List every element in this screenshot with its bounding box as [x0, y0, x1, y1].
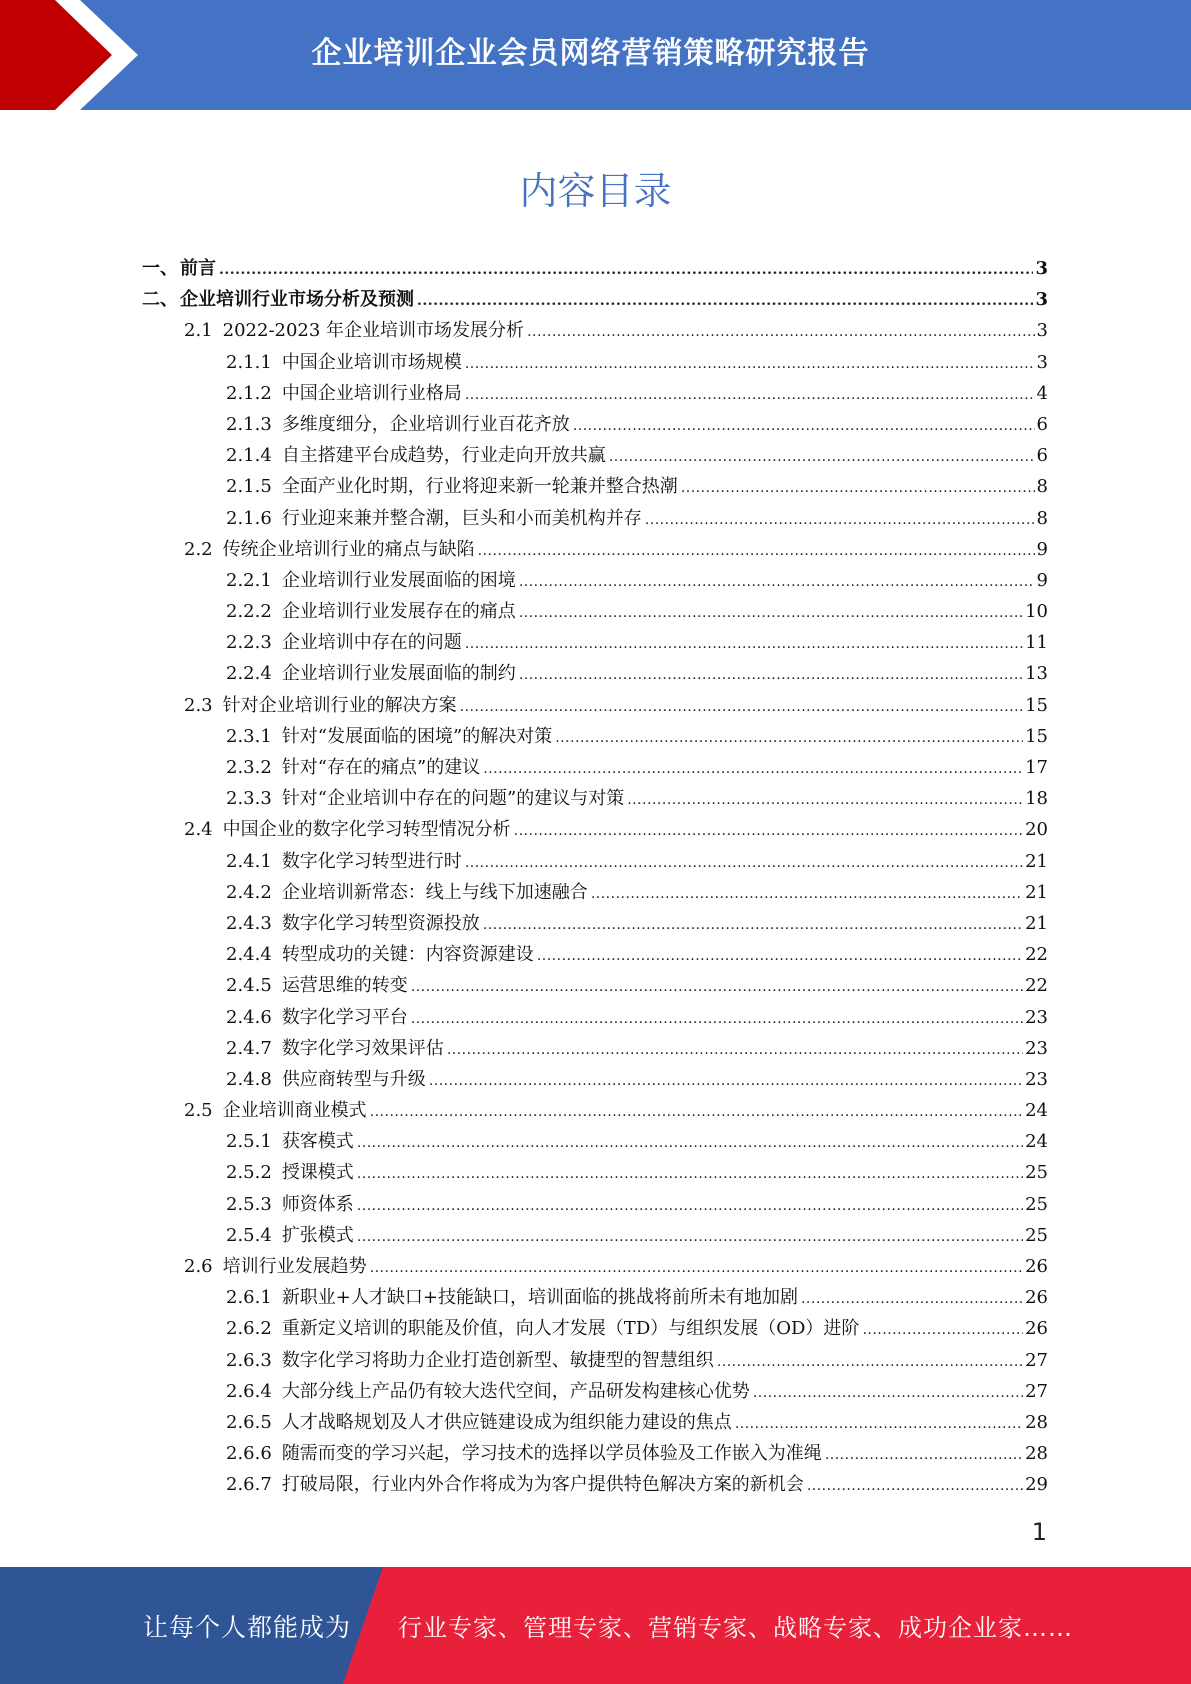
toc-leader-dots: [609, 442, 1035, 473]
toc-leader-dots: [519, 660, 1023, 691]
toc-entry-number: 2.4.4: [226, 944, 272, 966]
toc-entry[interactable]: [142, 1064, 1048, 1095]
toc-entry[interactable]: [142, 1313, 1048, 1344]
toc-entry-number: 2.1.4: [226, 445, 272, 467]
toc-entry[interactable]: [142, 1220, 1048, 1251]
footer-banner: [0, 1567, 1191, 1684]
toc-entry-number: 2.3: [184, 694, 213, 716]
page-number: 1: [1031, 1518, 1047, 1546]
toc-entry-text: 针对“发展面临的困境”的解决对策: [281, 725, 553, 747]
toc-entry-number: 一、: [142, 258, 178, 279]
toc-entry[interactable]: [142, 1157, 1048, 1188]
toc-entry-number: 2.4.1: [226, 850, 272, 872]
toc-entry-page: 22: [1025, 944, 1048, 966]
toc-entry-page: 15: [1025, 725, 1048, 747]
toc-leader-dots: [645, 505, 1035, 536]
toc-leader-dots: [219, 255, 1033, 286]
toc-entry-text: 前言: [180, 258, 216, 279]
toc-entry[interactable]: [142, 1002, 1048, 1033]
toc-entry-number: 2.1.2: [226, 382, 272, 404]
toc-entry-number: 2.6.6: [226, 1443, 272, 1465]
toc-entry-number: 2.6.1: [226, 1287, 272, 1309]
toc-entry-number: 2.1.6: [226, 507, 272, 529]
toc-entry-number: 2.3.1: [226, 725, 272, 747]
toc-entry[interactable]: [142, 1251, 1048, 1282]
toc-entry-page: 10: [1025, 601, 1048, 623]
toc-entry-number: 2.5.3: [226, 1193, 272, 1215]
toc-entry[interactable]: [142, 1376, 1048, 1407]
toc-leader-dots: [825, 1440, 1023, 1471]
toc-entry-text: 随需而变的学习兴起，学习技术的选择以学员体验及工作嵌入为准绳: [281, 1443, 822, 1465]
toc-entry-page: 8: [1036, 476, 1048, 498]
toc-entry-text: 师资体系: [281, 1193, 354, 1215]
toc-leader-dots: [717, 1347, 1023, 1378]
toc-entry-number: 2.6.2: [226, 1318, 272, 1340]
toc-entry-text: 企业培训新常态：线上与线下加速融合: [281, 881, 588, 903]
toc-entry[interactable]: [142, 409, 1048, 440]
toc-entry-page: 22: [1025, 975, 1048, 997]
toc-entry[interactable]: [142, 1469, 1048, 1500]
toc-entry-number: 2.1.1: [226, 351, 272, 373]
toc-entry-number: 2.6.5: [226, 1411, 272, 1433]
toc-entry-text: 针对“存在的痛点”的建议: [281, 757, 481, 778]
toc-entry-text: 人才战略规划及人才供应链建设成为组织能力建设的焦点: [281, 1411, 732, 1433]
toc-leader-dots: [753, 1378, 1023, 1409]
toc-entry[interactable]: [142, 596, 1048, 627]
toc-entry-page: 27: [1025, 1349, 1048, 1371]
toc-entry[interactable]: [142, 1282, 1048, 1313]
toc-entry-text: 获客模式: [281, 1131, 354, 1153]
table-of-contents: [142, 253, 1048, 1501]
toc-entry-number: 2.4.3: [226, 912, 272, 934]
toc-entry[interactable]: [142, 752, 1048, 783]
toc-entry-number: 2.6.4: [226, 1380, 272, 1402]
toc-entry-number: 2.5.4: [226, 1224, 272, 1246]
toc-leader-dots: [411, 1004, 1023, 1035]
toc-entry-page: 20: [1025, 819, 1048, 841]
toc-leader-dots: [537, 941, 1023, 972]
toc-entry-text: 扩张模式: [281, 1224, 354, 1246]
toc-entry-text: 企业培训行业发展面临的困境: [281, 569, 516, 591]
toc-entry-page: 26: [1025, 1318, 1048, 1340]
toc-entry-page: 17: [1025, 757, 1048, 778]
toc-leader-dots: [483, 754, 1023, 785]
toc-entry-page: 15: [1025, 694, 1048, 716]
toc-entry-number: 2.4.2: [226, 881, 272, 903]
toc-leader-dots: [447, 1035, 1023, 1066]
toc-entry-number: 2.5: [184, 1100, 213, 1122]
toc-leader-dots: [478, 536, 1035, 567]
toc-entry-text: 数字化学习将助力企业打造创新型、敏捷型的智慧组织: [281, 1349, 714, 1371]
toc-entry-page: 25: [1025, 1162, 1048, 1184]
toc-entry-page: 21: [1025, 881, 1048, 903]
toc-entry-page: 23: [1025, 1068, 1048, 1090]
toc-entry[interactable]: [142, 783, 1048, 814]
toc-entry-number: 2.2.2: [226, 601, 272, 623]
toc-entry-text: 数字化学习转型进行时: [281, 850, 462, 872]
toc-entry-text: 大部分线上产品仍有较大迭代空间，产品研发构建核心优势: [281, 1380, 750, 1402]
footer-slogan-left: 让每个人都能成为: [143, 1612, 352, 1642]
toc-leader-dots: [357, 1159, 1023, 1190]
toc-leader-dots: [370, 1253, 1023, 1284]
toc-entry-page: 11: [1025, 632, 1048, 654]
toc-entry[interactable]: [142, 1126, 1048, 1157]
toc-entry-number: 2.2.4: [226, 663, 272, 685]
toc-entry-page: 3: [1035, 258, 1048, 279]
toc-entry-number: 2.4.5: [226, 975, 272, 997]
toc-leader-dots: [681, 473, 1035, 504]
toc-leader-dots: [735, 1409, 1023, 1440]
toc-entry-text: 供应商转型与升级: [281, 1068, 426, 1090]
toc-entry-text: 企业培训行业市场分析及预测: [180, 289, 414, 311]
toc-entry-page: 9: [1036, 538, 1048, 560]
toc-entry-page: 24: [1025, 1100, 1048, 1122]
toc-entry[interactable]: [142, 814, 1048, 845]
toc-leader-dots: [357, 1222, 1023, 1253]
toc-entry-page: 25: [1025, 1224, 1048, 1246]
toc-entry[interactable]: [142, 471, 1048, 502]
toc-leader-dots: [357, 1191, 1023, 1222]
toc-entry[interactable]: [142, 690, 1048, 721]
toc-entry-number: 2.3.3: [226, 788, 272, 810]
toc-entry-text: 运营思维的转变: [281, 975, 408, 997]
toc-entry-text: 多维度细分，企业培训行业百花齐放: [281, 413, 570, 435]
toc-entry[interactable]: [142, 1189, 1048, 1220]
toc-entry[interactable]: [142, 721, 1048, 752]
toc-entry-page: 28: [1025, 1443, 1048, 1465]
toc-entry-page: 29: [1025, 1474, 1048, 1496]
toc-entry-number: 2.4.6: [226, 1006, 272, 1028]
toc-entry-page: 28: [1025, 1411, 1048, 1433]
toc-entry-text: 企业培训行业发展存在的痛点: [281, 601, 516, 623]
toc-entry-number: 2.4.7: [226, 1037, 272, 1059]
toc-leader-dots: [519, 598, 1023, 629]
header-arrow-decoration: [0, 0, 160, 110]
toc-leader-dots: [429, 1066, 1023, 1097]
toc-entry-text: 培训行业发展趋势: [222, 1256, 367, 1277]
footer-slogan-right: 行业专家、管理专家、营销专家、战略专家、成功企业家……: [398, 1614, 1073, 1642]
toc-entry-text: 行业迎来兼并整合潮，巨头和小而美机构并存: [281, 507, 642, 529]
toc-entry[interactable]: [142, 1407, 1048, 1438]
toc-entry-text: 企业培训商业模式: [222, 1100, 367, 1122]
toc-entry-number: 2.5.2: [226, 1162, 272, 1184]
toc-entry[interactable]: [142, 877, 1048, 908]
toc-entry-number: 2.6.7: [226, 1474, 272, 1496]
toc-entry-page: 27: [1025, 1380, 1048, 1402]
toc-entry-text: 企业培训行业发展面临的制约: [281, 663, 516, 685]
toc-entry-number: 2.6.3: [226, 1349, 272, 1371]
toc-entry-text: 数字化学习转型资源投放: [281, 912, 480, 934]
toc-entry-number: 2.1: [184, 320, 213, 342]
toc-leader-dots: [627, 785, 1023, 816]
toc-entry[interactable]: [142, 534, 1048, 565]
toc-leader-dots: [862, 1315, 1023, 1346]
toc-leader-dots: [460, 692, 1023, 723]
toc-leader-dots: [465, 380, 1035, 411]
toc-entry[interactable]: [142, 565, 1048, 596]
toc-entry-number: 2.6: [184, 1256, 213, 1277]
toc-entry-page: 18: [1025, 788, 1048, 810]
toc-entry-page: 26: [1025, 1287, 1048, 1309]
toc-entry-number: 2.5.1: [226, 1131, 272, 1153]
toc-entry[interactable]: [142, 347, 1048, 378]
toc-entry-number: 2.4: [184, 819, 213, 841]
toc-entry-page: 9: [1036, 569, 1048, 591]
toc-entry[interactable]: [142, 284, 1048, 315]
toc-entry[interactable]: [142, 378, 1048, 409]
toc-entry-number: 2.1.5: [226, 476, 272, 498]
toc-entry-text: 针对企业培训行业的解决方案: [222, 694, 457, 716]
toc-entry-text: 2022-2023 年企业培训市场发展分析: [222, 320, 525, 342]
toc-entry[interactable]: [142, 1345, 1048, 1376]
toc-entry-page: 21: [1025, 912, 1048, 934]
toc-entry[interactable]: [142, 315, 1048, 346]
toc-entry[interactable]: [142, 846, 1048, 877]
toc-entry-page: 21: [1025, 850, 1048, 872]
toc-entry-text: 数字化学习平台: [281, 1006, 408, 1028]
toc-entry-text: 企业培训中存在的问题: [281, 632, 462, 654]
toc-entry[interactable]: [142, 1438, 1048, 1469]
toc-entry-page: 3: [1036, 351, 1048, 373]
toc-entry-page: 25: [1025, 1193, 1048, 1215]
toc-entry-text: 中国企业培训市场规模: [281, 351, 462, 373]
toc-entry-text: 打破局限，行业内外合作将成为为客户提供特色解决方案的新机会: [281, 1474, 804, 1496]
toc-entry-text: 新职业+人才缺口+技能缺口，培训面临的挑战将前所未有地加剧: [281, 1287, 798, 1309]
toc-entry-number: 2.2: [184, 538, 213, 560]
toc-entry-page: 3: [1035, 289, 1048, 311]
toc-leader-dots: [591, 879, 1023, 910]
toc-leader-dots: [527, 317, 1034, 348]
toc-entry-page: 24: [1025, 1131, 1048, 1153]
toc-entry-page: 4: [1036, 382, 1048, 404]
toc-leader-dots: [357, 1128, 1023, 1159]
toc-entry-text: 针对“企业培训中存在的问题”的建议与对策: [281, 788, 625, 810]
toc-entry-text: 自主搭建平台成趋势，行业走向开放共赢: [281, 445, 606, 467]
toc-entry[interactable]: [142, 1033, 1048, 1064]
toc-entry[interactable]: [142, 503, 1048, 534]
toc-entry-text: 传统企业培训行业的痛点与缺陷: [222, 538, 475, 560]
toc-leader-dots: [370, 1097, 1023, 1128]
toc-entry-page: 6: [1036, 413, 1048, 435]
toc-leader-dots: [573, 411, 1035, 442]
toc-leader-dots: [807, 1471, 1023, 1502]
toc-entry-number: 2.2.1: [226, 569, 272, 591]
toc-leader-dots: [514, 816, 1023, 847]
toc-leader-dots: [465, 629, 1023, 660]
toc-entry-page: 23: [1025, 1006, 1048, 1028]
toc-entry[interactable]: [142, 627, 1048, 658]
toc-entry-page: 26: [1025, 1256, 1048, 1277]
toc-entry-page: 3: [1036, 320, 1048, 342]
toc-leader-dots: [465, 349, 1035, 380]
toc-entry[interactable]: [142, 970, 1048, 1001]
toc-entry[interactable]: [142, 1095, 1048, 1126]
toc-entry-number: 2.4.8: [226, 1068, 272, 1090]
toc-entry-page: 8: [1036, 507, 1048, 529]
toc-entry-text: 全面产业化时期，行业将迎来新一轮兼并整合热潮: [281, 476, 678, 498]
toc-entry-number: 2.2.3: [226, 632, 272, 654]
toc-entry-number: 2.3.2: [226, 757, 272, 778]
toc-entry-number: 2.1.3: [226, 413, 272, 435]
toc-leader-dots: [555, 723, 1023, 754]
toc-leader-dots: [519, 567, 1035, 598]
toc-entry-number: 二、: [142, 289, 178, 311]
toc-entry[interactable]: [142, 939, 1048, 970]
toc-leader-dots: [417, 286, 1033, 317]
toc-entry-text: 中国企业的数字化学习转型情况分析: [222, 819, 511, 841]
toc-entry[interactable]: [142, 658, 1048, 689]
toc-leader-dots: [801, 1284, 1023, 1315]
toc-entry-text: 转型成功的关键：内容资源建设: [281, 944, 534, 966]
toc-leader-dots: [465, 848, 1023, 879]
toc-entry-text: 中国企业培训行业格局: [281, 382, 462, 404]
toc-entry-text: 授课模式: [281, 1162, 354, 1184]
toc-entry-page: 23: [1025, 1037, 1048, 1059]
toc-entry[interactable]: [142, 440, 1048, 471]
toc-entry-text: 重新定义培训的职能及价值，向人才发展（TD）与组织发展（OD）进阶: [281, 1318, 860, 1340]
toc-entry-text: 数字化学习效果评估: [281, 1037, 444, 1059]
toc-entry-page: 13: [1025, 663, 1048, 685]
report-title: 企业培训企业会员网络营销策略研究报告: [311, 36, 870, 71]
toc-title: 内容目录: [519, 169, 672, 213]
toc-leader-dots: [483, 910, 1023, 941]
toc-leader-dots: [411, 972, 1023, 1003]
toc-entry[interactable]: [142, 253, 1048, 284]
header-banner: [0, 0, 1191, 110]
toc-entry-page: 6: [1036, 445, 1048, 467]
toc-entry[interactable]: [142, 908, 1048, 939]
